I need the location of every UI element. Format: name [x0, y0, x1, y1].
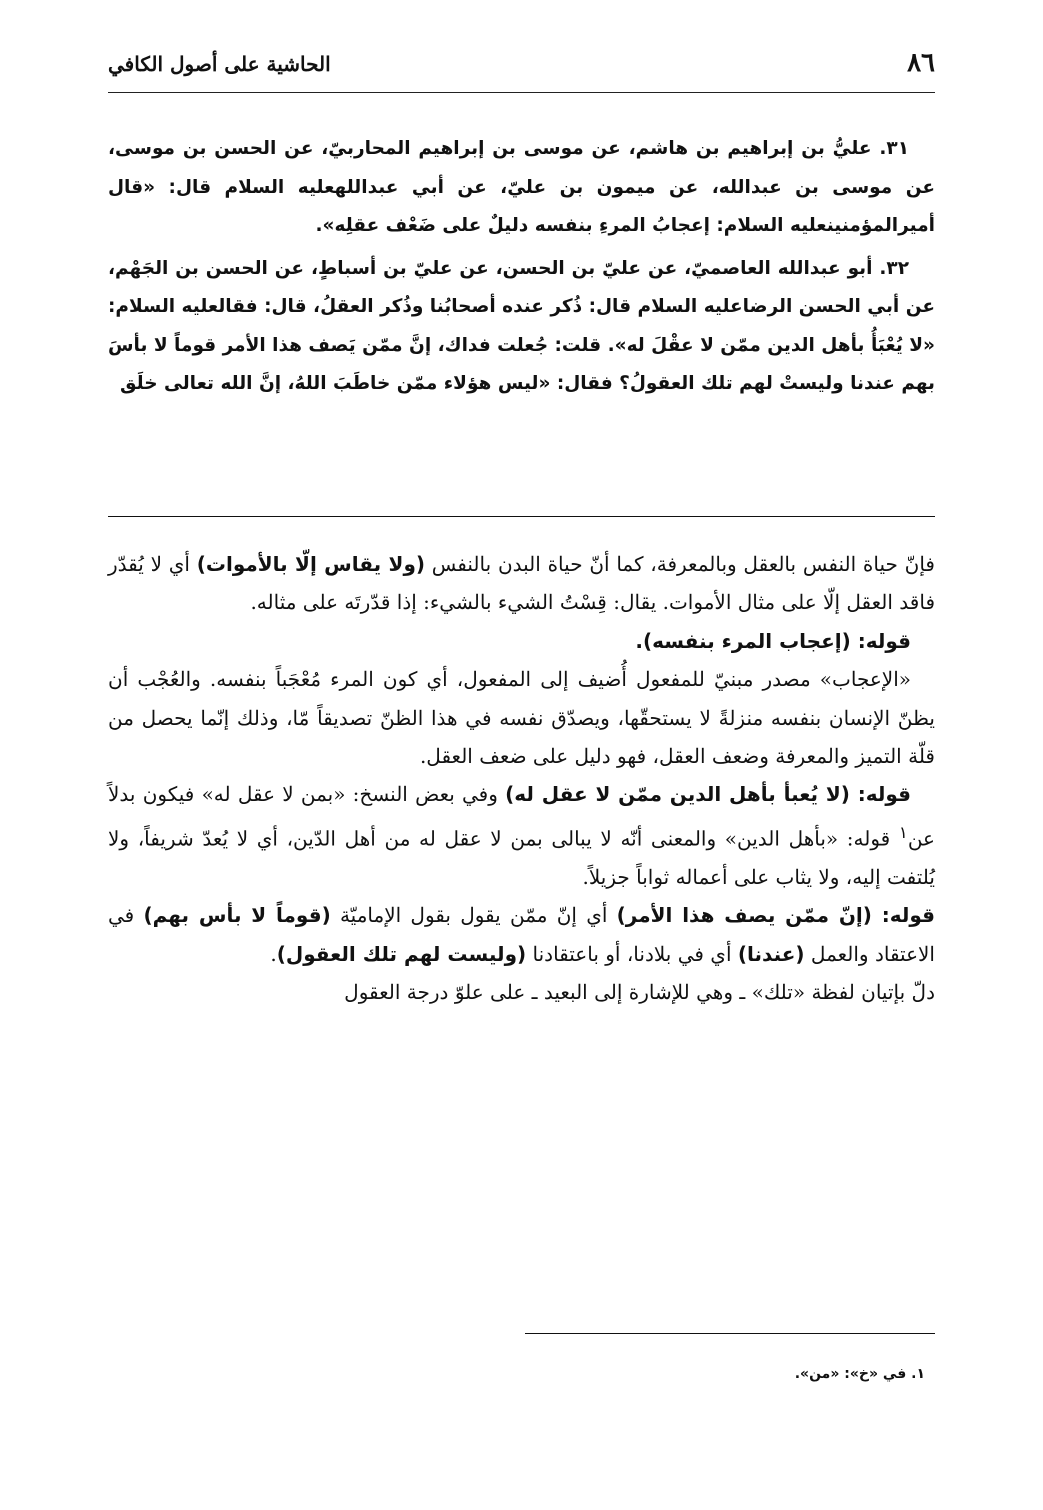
footnote-rule [525, 1333, 935, 1334]
commentary-paragraph-5: دلّ بإتيان لفظة «تلك» ـ وهي للإشارة إلى البعيد ـ على علوّ درجة العقول [344, 980, 935, 1005]
commentary-paragraph-4 [108, 896, 935, 973]
footnote-marker[interactable]: ١ [898, 822, 908, 842]
footnote-1: ١. في «خ»: «من». [794, 1366, 925, 1382]
commentary-lemma-1 [108, 622, 935, 660]
commentary-text-run: قوله: «بأهل الدين» والمعنى أنّه لا يبالى بمن لا عقل له من أهل الدّين، أي لا يُعدّ شريفاً، ولا يُلتفت إليه، ولا يثاب على أعماله ثواباً جزيلاً. [108, 826, 935, 889]
quoted-phrase: (وليست لهم تلك العقول) [276, 941, 527, 966]
quoted-phrase: (ولا يقاس إلّا بالأموات) [196, 552, 426, 576]
hadith-text [108, 130, 935, 408]
hadith-32: ٣٢. أبو عبدالله العاصميّ، عن عليّ بن الحسن، عن عليّ بن أسباطٍ، عن الحسن بن الجَهْم، عن أبي الحسن الرضاعليه السلام قال: ذُكر عنده أصحابُنا وذُكر العقلُ، قال: فقالعليه السلام: «لا يُعْبَأُ بأهل الدين ممّن لا عقْلَ له». قلت: جُعلت فداك، إنَّ ممّن يَصف هذا الأمر قوماً لا بأسَ بهم عندنا وليستْ لهم تلك العقولُ؟ فقال: «ليس هؤلاء ممّن خاطَبَ اللهُ، إنَّ الله تعالى خلَق [107, 257, 935, 394]
commentary-paragraph-2: «الإعجاب» مصدر مبنيّ للمفعول أُضيف إلى المفعول، أي كون المرء مُعْجَباً بنفسه. والعُجْب أن يظنّ الإنسان بنفسه منزلةً لا يستحقّها، ويصدّق نفسه في هذا الظنّ تصديقاً مّا، وذلك إنّما يحصل من قلّة التميز والمعرفة وضعف العقل، فهو دليل على ضعف العقل. [108, 667, 935, 769]
commentary-text-run: وفي بعض النسخ: «بمن لا عقل له» فيكون بدلاً عن [108, 782, 935, 851]
commentary-text-run: أي إنّ ممّن يقول بقول الإماميّة [330, 903, 617, 928]
lemma-heading: قوله: (لا يُعبأ بأهل الدين ممّن لا عقل له) [505, 782, 911, 807]
commentary-paragraph-3 [108, 775, 935, 896]
commentary-text-run: فإنّ حياة النفس بالعقل وبالمعرفة، كما أنّ حياة البدن بالنفس [425, 552, 935, 576]
page-number: ٨٦ [907, 48, 935, 78]
commentary-text [108, 545, 935, 1012]
commentary-text-run: في الاعتقاد والعمل [108, 903, 935, 966]
header-rule [108, 92, 935, 93]
commentary-text-run: . [270, 941, 277, 966]
commentary-paragraph-1 [108, 545, 935, 622]
commentary-text-run: أي لا يُقدّر فاقد العقل إلّا على مثال الأموات. يقال: قِسْتُ الشيء بالشيء: إذا قدّرتَه على مثاله. [108, 552, 935, 615]
commentary-text-run: أي في بلادنا، أو باعتقادنا [526, 941, 738, 966]
book-title: الحاشية على أصول الكافي [108, 52, 331, 76]
quoted-phrase: (عندنا) [737, 941, 805, 966]
running-header [108, 45, 935, 85]
quoted-phrase: (قوماً لا بأس بهم) [143, 903, 331, 928]
commentary-divider [108, 516, 935, 517]
lemma-heading: قوله: (إنّ ممّن يصف هذا الأمر) [616, 903, 935, 928]
lemma-heading: قوله: (إعجاب المرء بنفسه). [635, 628, 911, 653]
hadith-31: ٣١. عليُّ بن إبراهيم بن هاشم، عن موسى بن إبراهيم المحاربيّ، عن الحسن بن موسى، عن موسى بن عبدالله، عن ميمون بن عليّ، عن أبي عبداللهعليه السلام قال: «قال أميرالمؤمنينعليه السلام: إعجابُ المرءِ بنفسه دليلٌ على ضَعْف عقلِه». [108, 138, 935, 236]
